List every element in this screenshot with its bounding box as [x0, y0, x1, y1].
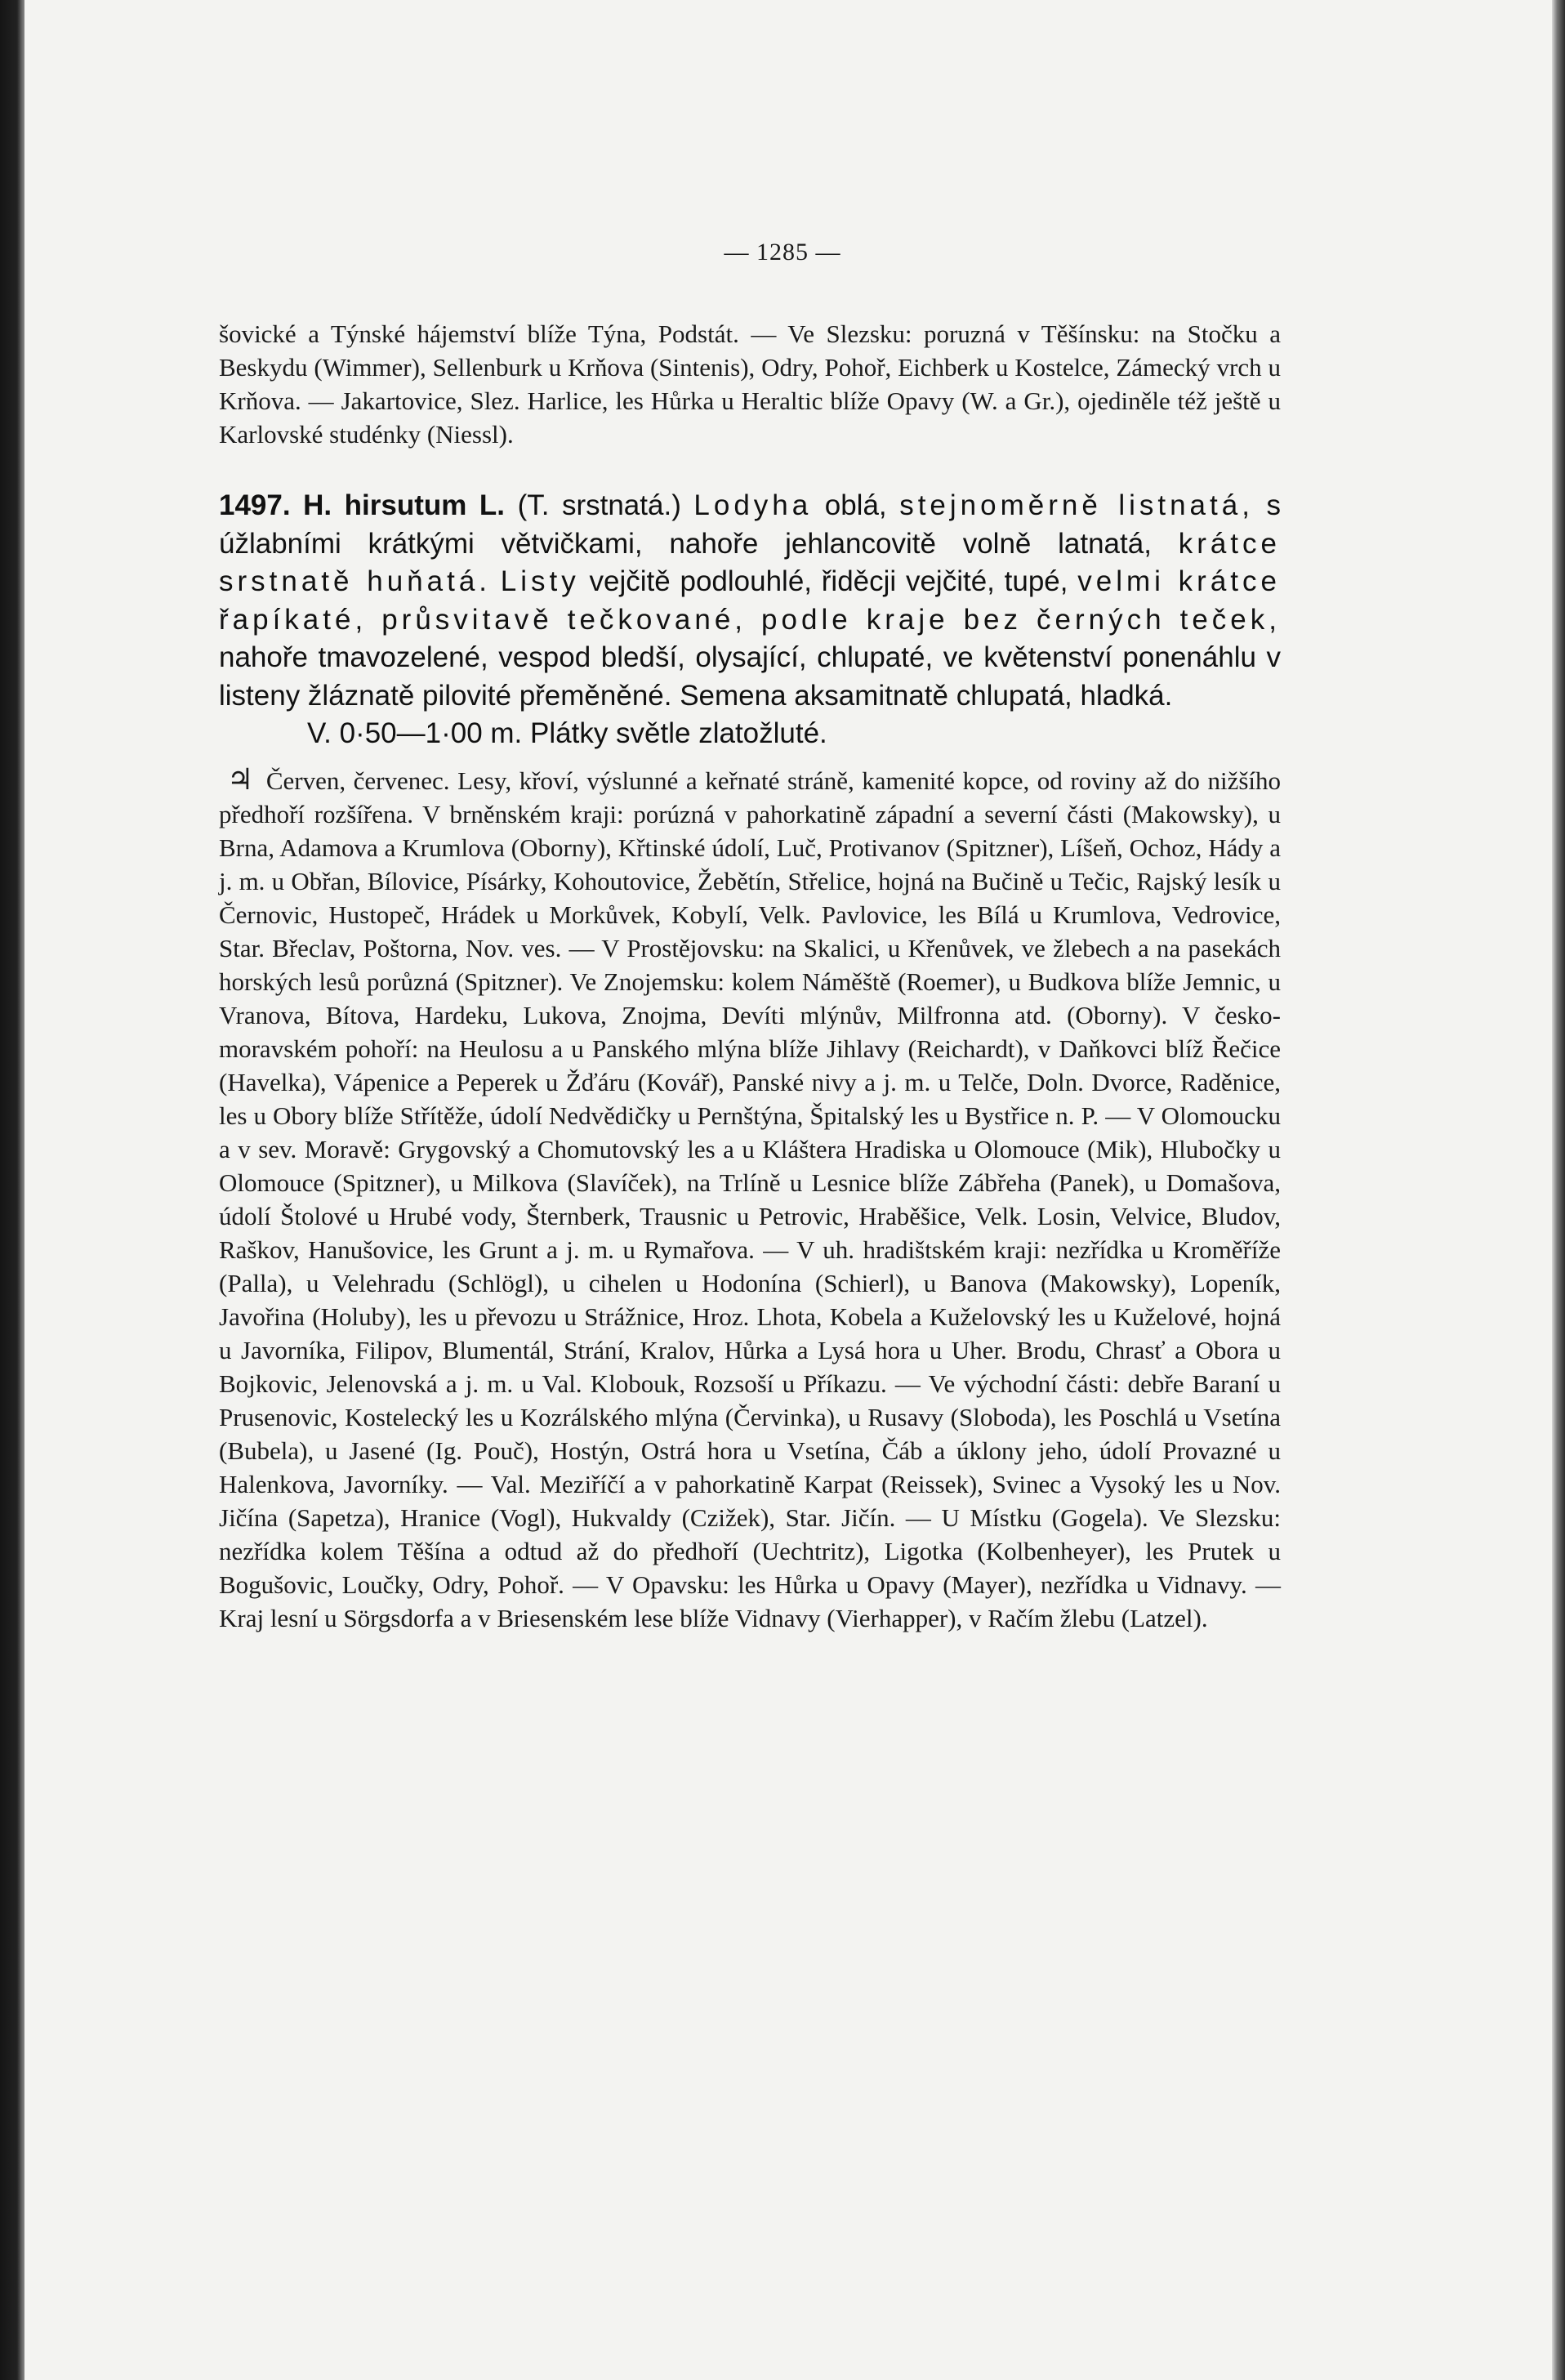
ecology-distribution: [219, 763, 1281, 1635]
description-part-3: vejčitě podlouhlé, řiděcji vejčité, tupé,: [589, 565, 1068, 597]
species-czech-name: (T. srstnatá.): [517, 489, 681, 521]
page-text: [219, 317, 1281, 1635]
description-part-1: oblá,: [824, 489, 887, 521]
distribution-continued: šovické a Týnské hájemství blíže Týna, Podstát. — Ve Slezsku: poruzná v Těšínsku: na Stočku a Beskydu (Wimmer), Sellenburk u Krňova (Sintenis), Odry, Pohoř, Eichberk u Kostelce, Zámecký vrch u Krňova. — Jakartovice, Slez. Harlice, les Hůrka u Heraltic blíže Opavy (W. a Gr.), ojediněle též ještě u Karlovské studénky (Niessl).: [219, 319, 1281, 449]
species-genus: H.: [303, 489, 332, 521]
description-spaced-4: velmi krátce řapíkaté, průsvitavě tečkované, podle kraje bez černých teček,: [219, 565, 1281, 636]
scan-right-edge: [1552, 0, 1565, 2380]
description-part-4: nahoře tmavozelené, vespod bledší, olysající, chlupaté, ve květenství ponenáhlu v listeny žláznatě pilovité přeměněné. Semena aksamitnatě chlupatá, hladká.: [219, 641, 1281, 712]
description-spaced-3: Listy: [500, 565, 580, 597]
size-line: V. 0·50—1·00 m. Plátky světle zlatožluté.: [307, 717, 827, 749]
ecology-text: Červen, červenec. Lesy, křoví, výslunné a keřnaté stráně, kamenité kopce, od roviny až do nižšího předhoří rozšířena. V brněnském kraji: porúzná v pahorkatině západní a severní části (Makowsky), u Brna, Adamova a Krumlova (Oborny), Křtinské údolí, Luč, Protivanov (Spitzner), Líšeň, Ochoz, Hády a j. m. u Obřan, Bílovice, Písárky, Kohoutovice, Žebětín, Střelice, hojná na Bučině u Tečic, Rajský lesík u Černovic, Hustopeč, Hrádek u Morkůvek, Kobylí, Velk. Pavlovice, les Bílá u Krumlova, Vedrovice, Star. Břeclav, Poštorna, Nov. ves. — V Prostějovsku: na Skalici, u Křenůvek, ve žlebech a na pasekách horských lesů porůzná (Spitzner). Ve Znojemsku: kolem Náměště (Roemer), u Budkova blíže Jemnic, u Vranova, Bítova, Hardeku, Lukova, Znojma, Devíti mlýnův, Milfronna atd. (Oborny). V česko-moravském pohoří: na Heulosu a u Panského mlýna blíže Jihlavy (Reichardt), v Daňkovci blíž Řečice (Havelka), Vápenice a Peperek u Žďáru (Kovář), Panské nivy a j. m. u Telče, Doln. Dvorce, Raděnice, les u Obory blíže Střítěže, údolí Nedvědičky u Pernštýna, Špitalský les u Bystřice n. P. — V Olomoucku a v sev. Moravě: Grygovský a Chomutovský les a u Kláštera Hradiska u Olomouce (Mik), Hlubočky u Olomouce (Spitzner), u Milkova (Slavíček), na Trlíně u Lesnice blíže Zábřeha (Panek), u Domašova, údolí Štolové u Hrubé vody, Šternberk, Trausnic u Petrovic, Hraběšice, Velk. Losin, Velvice, Bludov, Raškov, Hanušovice, les Grunt a j. m. u Rymařova. — V uh. hradištském kraji: nezřídka u Kroměříže (Palla), u Velehradu (Schlögl), u cihelen u Hodonína (Schierl), u Banova (Makowsky), Lopeník, Javořina (Holuby), les u převozu u Strážnice, Hroz. Lhota, Kobela a Kuželovský les u Kuželové, hojná u Javorníka, Filipov, Blumentál, Strání, Kralov, Hůrka a Lysá hora u Uher. Brodu, Chrasť a Obora u Bojkovic, Jelenovská a j. m. u Val. Klobouk, Rozsoší u Příkazu. — Ve východní části: debře Baraní u Prusenovic, Kostelecký les u Kozrálského mlýna (Červinka), u Rusavy (Sloboda), les Poschlá u Vsetína (Bubela), u Jasené (Ig. Pouč), Hostýn, Ostrá hora u Vsetína, Čáb a úklony jeho, údolí Provazné u Halenkova, Javorníky. — Val. Meziříčí a v pahorkatině Karpat (Reissek), Svinec a Vysoký les u Nov. Jičína (Sapetza), Hranice (Vogl), Hukvaldy (Czižek), Star. Jičín. — U Místku (Gogela). Ve Slezsku: nezřídka kolem Těšína a odtud až do předhoří (Uechtritz), Ligotka (Kolbenheyer), les Prutek u Bogušovic, Loučky, Odry, Pohoř. — V Opavsku: les Hůrka u Opavy (Mayer), nezřídka u Vidnavy. — Kraj lesní u Sörgsdorfa a v Briesenském lese blíže Vidnavy (Vierhapper), v Račím žlebu (Latzel).: [219, 766, 1282, 1632]
description-lead: Lodyha: [693, 489, 813, 521]
page-number: — 1285 —: [724, 239, 841, 266]
species-author: L.: [479, 489, 506, 521]
species-name: hirsutum: [344, 489, 467, 521]
description-spaced-2: krátce srstnatě huňatá.: [219, 527, 1281, 597]
scan-left-edge: [0, 0, 25, 2380]
species-description: [219, 487, 1281, 715]
perennial-symbol: ♃: [227, 762, 254, 796]
description-part-2: s úžlabními krátkými větvičkami, nahoře jehlancovitě volně latnatá,: [219, 489, 1281, 560]
species-number: 1497.: [219, 489, 291, 521]
description-spaced-1: stejnoměrně listnatá,: [899, 489, 1254, 521]
